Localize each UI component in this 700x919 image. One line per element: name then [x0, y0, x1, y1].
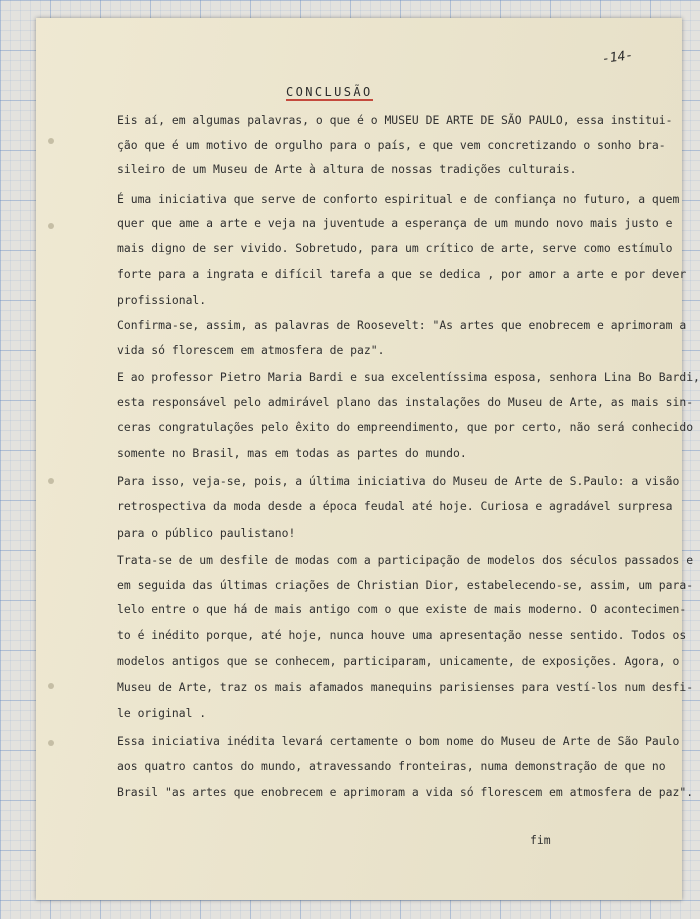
page-title: CONCLUSÃO	[286, 85, 373, 99]
text-line: Museu de Arte, traz os mais afamados manequins parisienses para vestí-los num desfi-	[117, 680, 694, 694]
text-line: forte para a ingrata e difícil tarefa a que se dedica , por amor a arte e por dever	[117, 267, 687, 281]
text-line: somente no Brasil, mas em todas as partes do mundo.	[117, 446, 467, 460]
text-line: sileiro de um Museu de Arte à altura de nossas tradições culturais.	[117, 162, 577, 176]
text-line: to é inédito porque, até hoje, nunca houve uma apresentação nesse sentido. Todos os	[117, 628, 687, 642]
text-line: E ao professor Pietro Maria Bardi e sua excelentíssima esposa, senhora Lina Bo Bardi,	[117, 370, 700, 384]
text-line: para o público paulistano!	[117, 526, 296, 540]
text-line: quer que ame a arte e veja na juventude a esperança de um mundo novo mais justo e	[117, 216, 673, 230]
text-line: Trata-se de um desfile de modas com a participação de modelos dos séculos passados e	[117, 553, 694, 567]
text-line: Eis aí, em algumas palavras, o que é o MUSEU DE ARTE DE SÃO PAULO, essa institui-	[117, 113, 673, 127]
text-line: mais digno de ser vivido. Sobretudo, para um crítico de arte, serve como estímulo	[117, 241, 673, 255]
page-number: -14-	[601, 47, 635, 68]
text-line: ção que é um motivo de orgulho para o país, e que vem concretizando o sonho bra-	[117, 138, 666, 152]
text-line: Brasil "as artes que enobrecem e aprimoram a vida só florescem em atmosfera de paz".	[117, 785, 694, 799]
punch-hole	[48, 138, 54, 144]
text-line: Confirma-se, assim, as palavras de Roosevelt: "As artes que enobrecem e aprimoram a	[117, 318, 687, 332]
text-line: modelos antigos que se conhecem, participaram, unicamente, de exposições. Agora, o	[117, 654, 680, 668]
punch-hole	[48, 223, 54, 229]
text-line: aos quatro cantos do mundo, atravessando fronteiras, numa demonstração de que no	[117, 759, 666, 773]
text-line: esta responsável pelo admirável plano das instalações do Museu de Arte, as mais sin-	[117, 395, 694, 409]
text-line: em seguida das últimas criações de Christian Dior, estabelecendo-se, assim, um para-	[117, 578, 694, 592]
closing-word: fim	[530, 833, 551, 847]
punch-hole	[48, 683, 54, 689]
text-line: retrospectiva da moda desde a época feudal até hoje. Curiosa e agradável surpresa	[117, 499, 673, 513]
text-line: É uma iniciativa que serve de conforto espiritual e de confiança no futuro, a quem	[117, 192, 680, 206]
text-line: lelo entre o que há de mais antigo com o que existe de mais moderno. O acontecimen-	[117, 602, 687, 616]
text-line: le original .	[117, 706, 207, 720]
punch-hole	[48, 478, 54, 484]
text-line: vida só florescem em atmosfera de paz".	[117, 343, 385, 357]
text-line: Essa iniciativa inédita levará certamente o bom nome do Museu de Arte de São Paulo	[117, 734, 680, 748]
punch-hole	[48, 740, 54, 746]
text-line: ceras congratulações pelo êxito do empreendimento, que por certo, não será conhecido	[117, 420, 694, 434]
text-line: profissional.	[117, 293, 207, 307]
text-line: Para isso, veja-se, pois, a última iniciativa do Museu de Arte de S.Paulo: a visão	[117, 474, 680, 488]
